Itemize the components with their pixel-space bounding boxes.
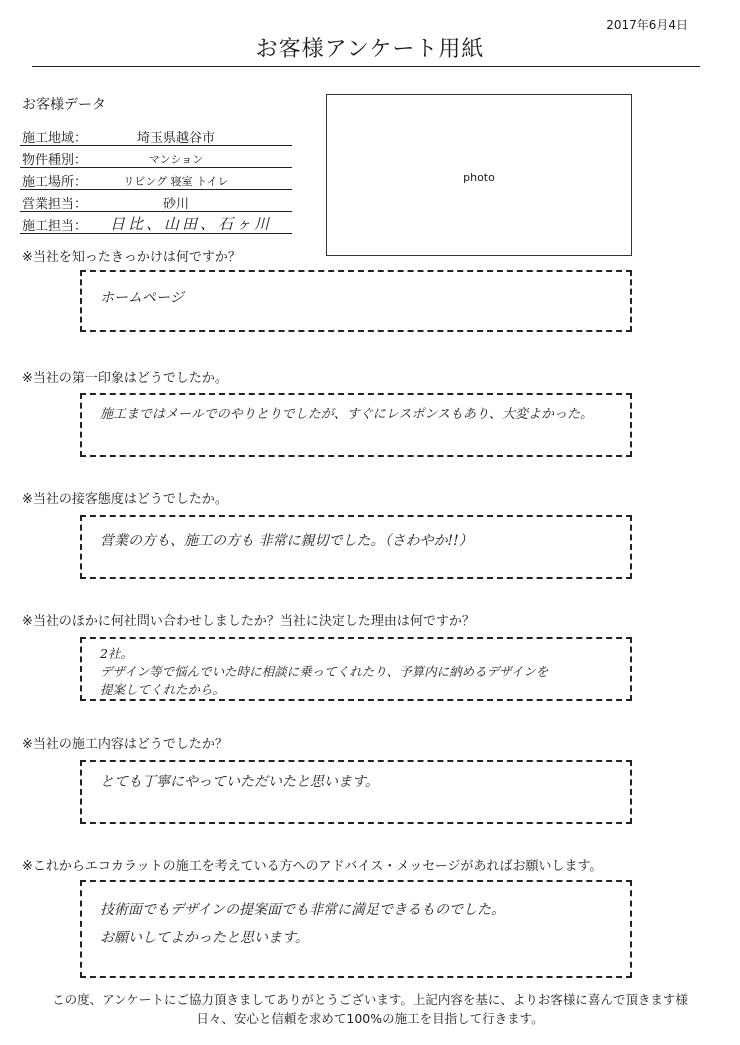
answer-1: ホームページ xyxy=(100,290,184,306)
info-value-handwritten: 日比、山田、石ヶ川 xyxy=(110,215,273,233)
customer-data-heading: お客様データ xyxy=(22,97,106,113)
info-row-area xyxy=(20,124,292,146)
title-underline xyxy=(32,66,700,67)
question-3: ※当社の接客態度はどうでしたか。 xyxy=(22,492,228,507)
info-label: 施工場所： xyxy=(22,175,88,190)
answer-box-6 xyxy=(80,880,632,978)
answer-5: とても丁寧にやっていただいたと思います。 xyxy=(100,774,379,790)
answer-box-3 xyxy=(80,515,632,579)
page-title: お客様アンケート用紙 xyxy=(255,37,485,62)
info-row-location xyxy=(20,168,292,190)
question-6: ※これからエコカラットの施工を考えている方へのアドバイス・メッセージがあればお願いします。 xyxy=(22,859,603,874)
customer-info-table xyxy=(20,124,292,234)
info-value: マンション xyxy=(148,153,204,166)
photo-placeholder xyxy=(326,94,632,256)
answer-4: 2社。 デザイン等で悩んでいた時に相談に乗ってくれたり、予算内に納めるデザインを 提案してくれたから。 xyxy=(100,646,549,697)
question-1: ※当社を知ったきっかけは何ですか？ xyxy=(22,250,241,265)
footer-line-2: 日々、安心と信頼を求めて100%の施工を目指して行きます。 xyxy=(196,1011,544,1026)
info-value: 埼玉県越谷市 xyxy=(136,131,215,146)
footer-line-1: この度、アンケートにご協力頂きましてありがとうございます。上記内容を基に、よりお客様に喜んで頂きます様 xyxy=(52,992,688,1007)
answer-box-4 xyxy=(80,637,632,701)
info-label: 施工地域： xyxy=(22,131,88,146)
info-label: 営業担当： xyxy=(22,197,88,212)
answer-2: 施工まではメールでのやりとりでしたが、すぐにレスポンスもあり、大変よかった。 xyxy=(100,407,593,422)
survey-date: 2017年6月4日 xyxy=(606,18,688,32)
info-value: 砂川 xyxy=(162,197,189,212)
answer-box-2 xyxy=(80,393,632,457)
answer-box-1 xyxy=(80,270,632,332)
question-5: ※当社の施工内容はどうでしたか？ xyxy=(22,737,228,752)
answer-6: 技術面でもデザインの提案面でも非常に満足できるものでした。 お願いしてよかったと思います。 xyxy=(100,902,506,946)
info-row-installer xyxy=(20,212,292,234)
photo-label: photo xyxy=(463,171,495,184)
question-4: ※当社のほかに何社問い合わせしましたか？当社に決定した理由は何ですか？ xyxy=(22,614,475,629)
info-value: リビング 寝室 トイレ xyxy=(123,175,229,188)
question-2: ※当社の第一印象はどうでしたか。 xyxy=(22,371,228,386)
answer-box-5 xyxy=(80,760,632,824)
info-label: 施工担当： xyxy=(22,219,88,234)
info-label: 物件種別： xyxy=(22,153,88,168)
info-row-property-type xyxy=(20,146,292,168)
info-row-sales-rep xyxy=(20,190,292,212)
answer-3: 営業の方も、施工の方も 非常に親切でした。（さわやか!!） xyxy=(100,533,473,549)
